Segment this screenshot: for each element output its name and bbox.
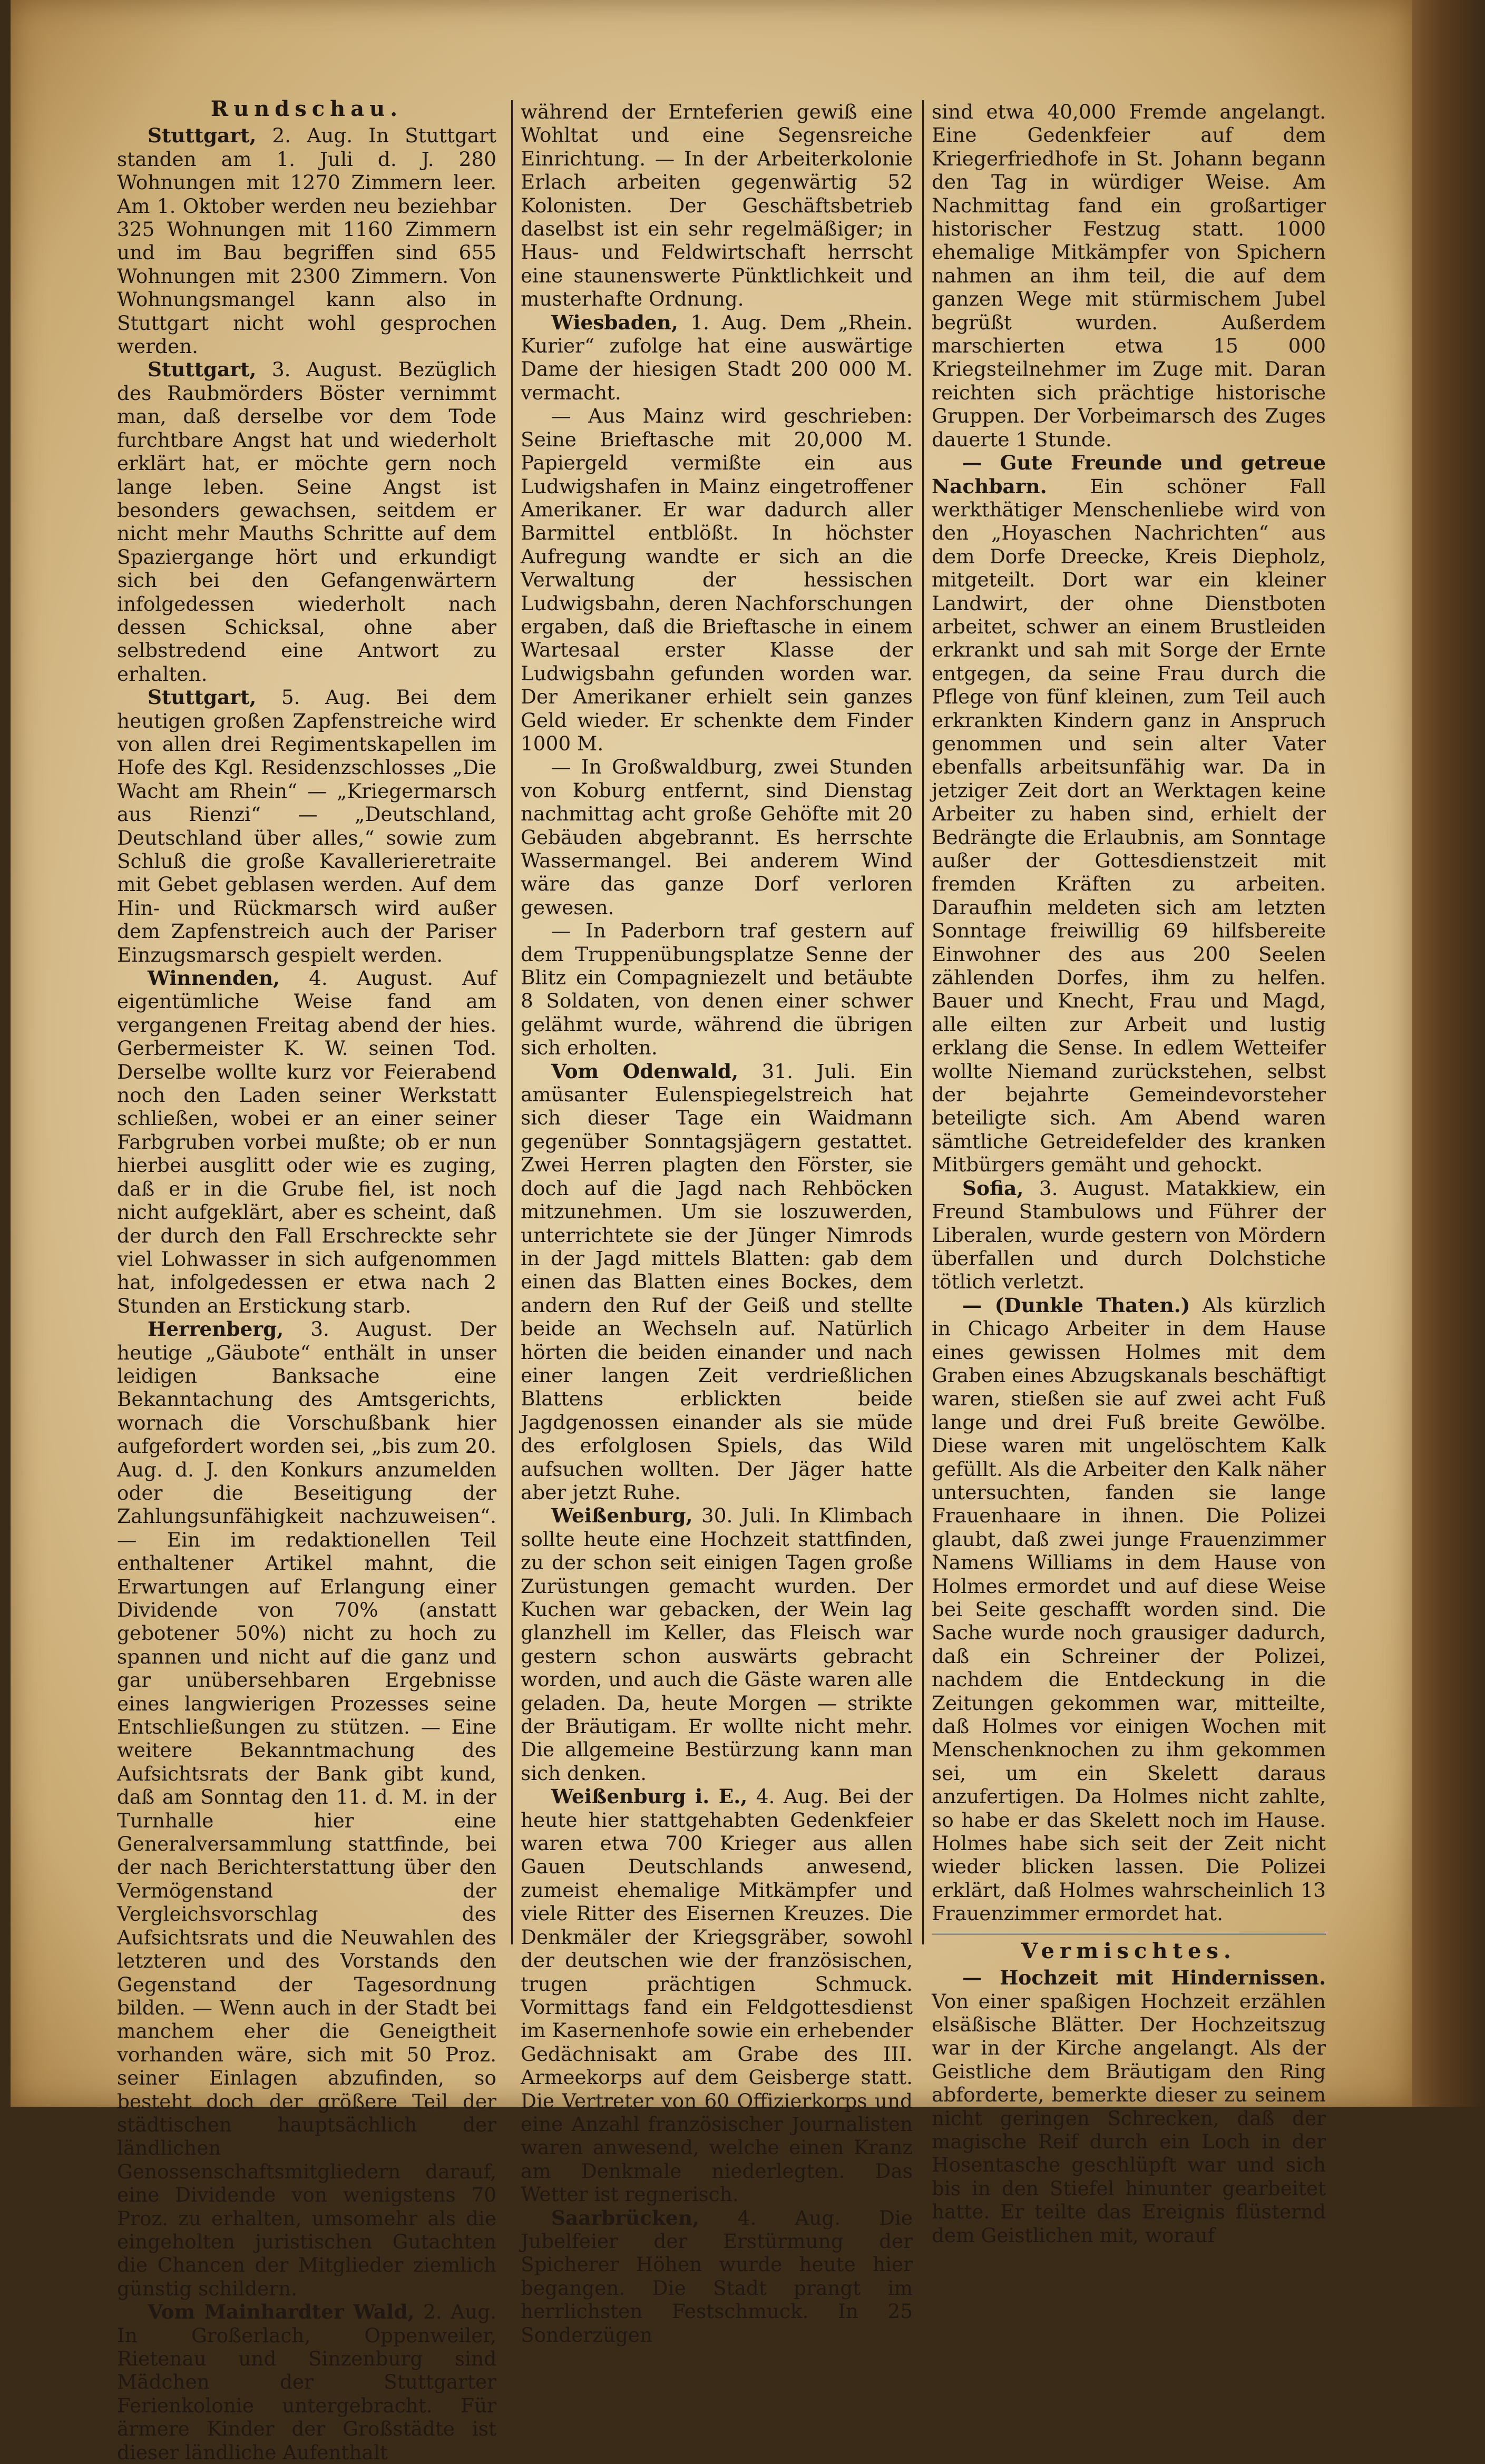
book-binding bbox=[1412, 0, 1485, 2107]
article-dateline: Winnenden, bbox=[148, 966, 280, 990]
section-heading-rundschau: Rundschau. bbox=[210, 96, 403, 121]
column-1-articles bbox=[117, 124, 496, 2464]
article-text: Von einer spaßigen Hochzeit erzählen elsäßische Blätter. Der Hochzeitszug war in der Kirche angelangt. Als der Geistliche dem Bräutigam den Ring abforderte, bemerkte dieser zu seinem nicht geringen Schrecken, daß der magische Reif durch ein Loch in der Hosentasche geschlüpft war und sich bis in den Stiefel hinunter gearbeitet hatte. Er teilte das Ereignis flüsternd dem Geistlichen mit, worauf bbox=[932, 1989, 1326, 2247]
article-text: während der Ernteferien gewiß eine Wohltat und eine Segensreiche Einrichtung. — In der Arbeiterkolonie Erlach arbeiten gegenwärtig 52 Kolonisten. Der Geschäftsbetrieb daselbst ist ein sehr regelmäßiger; in Haus- und Feldwirtschaft herrscht eine staunenswerte Pünktlichkeit und musterhafte Ordnung. bbox=[521, 100, 913, 311]
article-text: 31. Juli. Ein amüsanter Eulenspiegelstreich hat sich dieser Tage ein Waidmann gegenüber Sonntagsjägern gestattet. Zwei Herren plagten den Förster, sie doch auf die Jagd nach Rehböcken mitzunehmen. Um sie loszuwerden, unterrichtete sie der Jünger Nimrods in der Jagd mittels Blatten: gab dem einen das Blatten eines Bockes, dem andern den Ruf der Geiß und stellte beide an Wechseln auf. Natürlich hörten die beiden einander und nach einer langen Zeit verdrießlichen Blattens erblickten beide Jagdgenossen einander als sie müde des erfolglosen Spiels, das Wild aufsuchen wollten. Der Jäger hatte aber jetzt Ruhe. bbox=[521, 1059, 913, 1504]
section-divider bbox=[932, 1933, 1326, 1934]
article-dateline: Vom Odenwald, bbox=[551, 1059, 739, 1083]
article-paragraph bbox=[521, 1504, 913, 1785]
article-paragraph bbox=[932, 100, 1326, 451]
article-text: 4. Aug. Die Jubelfeier der Erstürmung der Spicherer Höhen wurde heute hier begangen. Die Stadt prangt im herrlichsten Festschmuck. In 25 Sonderzügen bbox=[521, 2206, 913, 2346]
article-paragraph bbox=[932, 451, 1326, 1177]
article-dateline: Sofia, bbox=[962, 1176, 1024, 1200]
article-dateline: Saarbrücken, bbox=[551, 2206, 699, 2230]
article-dateline: Stuttgart, bbox=[148, 686, 257, 709]
article-paragraph bbox=[521, 311, 913, 405]
article-paragraph bbox=[117, 966, 496, 1317]
article-paragraph bbox=[521, 404, 913, 755]
article-text: 5. Aug. Bei dem heutigen großen Zapfenstreiche wird von allen drei Regimentskapellen im Hofe des Kgl. Residenzschlosses „Die Wacht am Rhein“ — „Kriegermarsch aus Rienzi“ — „Deutschland, Deutschland über alles,“ sowie zum Schluß die große Kavallerieretraite mit Gebet geblasen werden. Auf dem Hin- und Rückmarsch wird außer dem Zapfenstreich auch der Pariser Einzugsmarsch gespielt werden. bbox=[117, 686, 496, 966]
article-text: 3. August. Bezüglich des Raubmörders Böster vernimmt man, daß derselbe vor dem Tode furchtbare Angst hat und wiederholt erklärt hat, er möchte gern noch lange leben. Seine Angst ist besonders gewachsen, seitdem er nicht mehr Mauths Schritte auf dem Spaziergange hört und erkundigt sich bei den Gefangenwärtern infolgedessen wiederholt nach dessen Schicksal, ohne aber selbstredend eine Antwort zu erhalten. bbox=[117, 358, 496, 686]
article-paragraph bbox=[521, 919, 913, 1059]
article-paragraph bbox=[521, 100, 913, 311]
article-dateline: — Gute Freunde und getreue Nachbarn. bbox=[932, 451, 1326, 498]
article-dateline: Weißenburg i. E., bbox=[551, 1785, 748, 1808]
article-paragraph bbox=[932, 1177, 1326, 1294]
article-paragraph bbox=[117, 686, 496, 966]
article-text: — Aus Mainz wird geschrieben: Seine Brieftasche mit 20,000 M. Papiergeld vermißte ein aus Ludwigshafen in Mainz eingetroffener Amerikaner. Er war dadurch aller Barmittel entblößt. In höchster Aufregung wandte er sich an die Verwaltung der hessischen Ludwigsbahn, deren Nachforschungen ergaben, daß die Brieftasche in einem Wartesaal erster Klasse der Ludwigsbahn gefunden worden war. Der Amerikaner erhielt sein ganzes Geld wieder. Er schenkte dem Finder 1000 M. bbox=[521, 404, 913, 755]
column-rule-2 bbox=[922, 100, 924, 1944]
article-text: sind etwa 40,000 Fremde angelangt. Eine Gedenkfeier auf dem Kriegerfriedhofe in St. Johann begann den Tag in würdiger Weise. Am Nachmittag fand ein großartiger historischer Festzug statt. 1000 ehemalige Mitkämpfer von Spichern nahmen an ihm teil, die auf dem ganzen Wege mit stürmischem Jubel begrüßt wurden. Außerdem marschierten etwa 15 000 Kriegsteilnehmer im Zuge mit. Daran reichten sich prächtige historische Gruppen. Der Vorbeimarsch des Zuges dauerte 1 Stunde. bbox=[932, 100, 1326, 451]
article-text: 2. Aug. In Stuttgart standen am 1. Juli d. J. 280 Wohnungen mit 1270 Zimmern leer. Am 1. Oktober werden neu beziehbar 325 Wohnungen mit 1160 Zimmern und im Bau begriffen sind 655 Wohnungen mit 2300 Zimmern. Von Wohnungsmangel kann also in Stuttgart nicht wohl gesprochen werden. bbox=[117, 124, 496, 358]
column-2-articles bbox=[521, 100, 913, 2346]
article-dateline: — Hochzeit mit Hindernissen. bbox=[962, 1966, 1326, 1990]
article-paragraph bbox=[117, 358, 496, 686]
article-text: 30. Juli. In Klimbach sollte heute eine Hochzeit stattfinden, zu der schon seit einigen Tagen große Zurüstungen gemacht wurden. Der Kuchen war gebacken, der Wein lag glanzhell im Keller, das Fleisch war gestern schon auswärts gebracht worden, und auch die Gäste waren alle geladen. Da, heute Morgen — strikte der Bräutigam. Er wollte nicht mehr. Die allgemeine Bestürzung kann man sich denken. bbox=[521, 1504, 913, 1785]
article-text: 3. August. Der heutige „Gäubote“ enthält in unser leidigen Banksache eine Bekanntachung des Amtsgerichts, wornach die Vorschußbank hier aufgefordert worden sei, „bis zum 20. Aug. d. J. den Konkurs anzumelden oder die Beseitigung der Zahlungsunfähigkeit nachzuweisen“. — Ein im redaktionellen Teil enthaltener Artikel mahnt, die Erwartungen auf Erlangung einer Dividende von 70% (anstatt gebotener 50%) nicht zu hoch zu spannen und nicht auf die ganz und gar unübersehbaren Ergebnisse eines langwierigen Prozesses seine Entschließungen zu stützen. — Eine weitere Bekanntmachung des Aufsichtsrats der Bank gibt kund, daß am Sonntag den 11. d. M. in der Turnhalle hier eine Generalversammlung stattfinde, bei der nach Berichterstattung über den Vermögenstand der Vergleichsvorschlag des Aufsichtsrats und die Neuwahlen des letzteren und des Vorstands den Gegenstand der Tagesordnung bilden. — Wenn auch in der Stadt bei manchem eher die Geneigtheit vorhanden wäre, sich mit 50 Proz. seiner Einlagen abzufinden, so besteht doch der größere Teil der städtischen hauptsächlich der ländlichen Genossenschaftsmitgliedern darauf, eine Dividende von wenigstens 70 Proz. zu erhalten, umsomehr als die eingeholten juristischen Gutachten die Chancen der Mitglieder ziemlich günstig schildern. bbox=[117, 1317, 496, 2300]
column-2 bbox=[521, 100, 913, 2346]
article-text: — In Großwaldburg, zwei Stunden von Koburg entfernt, sind Dienstag nachmittag acht große Gehöfte mit 20 Gebäuden abgebrannt. Es herrschte Wassermangel. Bei anderem Wind wäre das ganze Dorf verloren gewesen. bbox=[521, 755, 913, 919]
article-paragraph bbox=[521, 2206, 913, 2346]
article-text: 4. Aug. Bei der heute hier stattgehabten Gedenkfeier waren etwa 700 Krieger aus allen Gauen Deutschlands anwesend, zumeist ehemalige Mitkämpfer und viele Ritter des Eisernen Kreuzes. Die Denkmäler der Kriegsgräber, sowohl der deutschen wie der französischen, trugen prächtigen Schmuck. Vormittags fand ein Feldgottesdienst im Kasernenhofe sowie ein erhebender Gedächnisakt am Grabe des III. Armeekorps auf dem Geisberge statt. Die Vertreter von 60 Offizierkorps und eine Anzahl französischer Journalisten waren anwesend, welche einen Kranz am Denkmale niederlegten. Das Wetter ist regnerisch. bbox=[521, 1785, 913, 2206]
article-paragraph bbox=[117, 124, 496, 358]
article-paragraph bbox=[932, 1294, 1326, 1925]
article-dateline: — (Dunkle Thaten.) bbox=[962, 1293, 1190, 1317]
article-dateline: Vom Mainhardter Wald, bbox=[148, 2300, 415, 2324]
article-dateline: Herrenberg, bbox=[148, 1317, 284, 1341]
article-text: 1. Aug. Dem „Rhein. Kurier“ zufolge hat eine auswärtige Dame der hiesigen Stadt 200 000 M. vermacht. bbox=[521, 310, 913, 404]
article-paragraph bbox=[117, 1317, 496, 2300]
article-paragraph bbox=[521, 1060, 913, 1504]
article-text: 2. Aug. In Großerlach, Oppenweiler, Rietenau und Sinzenburg sind Mädchen der Stuttgarter Ferienkolonie untergebracht. Für ärmere Kinder der Großstädte ist dieser ländliche Aufenthalt bbox=[117, 2300, 496, 2464]
article-paragraph bbox=[521, 755, 913, 919]
column-3 bbox=[932, 100, 1326, 2247]
article-text: Ein schöner Fall werkthätiger Menschenliebe wird von den „Hoyaschen Nachrichten“ aus dem Dorfe Dreecke, Kreis Diepholz, mitgeteilt. Dort war ein kleiner Landwirt, der ohne Dienstboten arbeitet, schwer an einem Brustleiden erkrankt und sah mit Sorge der Ernte entgegen, da seine Frau durch die Pflege von fünf kleinen, zum Teil auch erkrankten Kindern ganz in Anspruch genommen und sein alter Vater ebenfalls arbeitsunfähig war. Da in jetziger Zeit dort an Werktagen keine Arbeiter zu haben sind, erhielt der Bedrängte die Erlaubnis, am Sonntage außer der Gottesdienstzeit mit fremden Kräften zu arbeiten. Daraufhin meldeten sich am letzten Sonntage freiwillig 69 hilfsbereite Einwohner des aus 200 Seelen zählenden Dorfes, ihm zu helfen. Bauer und Knecht, Frau und Magd, alle eilten zur Arbeit und lustig erklang die Sense. In edlem Wetteifer wollte Niemand zurückstehen, selbst der bejahrte Gemeindevorsteher beteiligte sich. Am Abend waren sämtliche Getreidefelder des kranken Mitbürgers gemäht und gehockt. bbox=[932, 474, 1326, 1177]
article-dateline: Weißenburg, bbox=[551, 1504, 693, 1528]
article-text: 4. August. Auf eigentümliche Weise fand am vergangenen Freitag abend der hies. Gerbermeister K. W. seinen Tod. Derselbe wollte kurz vor Feierabend noch den Laden seiner Werkstatt schließen, wobei er an einer seiner Farbgruben vorbei mußte; ob er nun hierbei ausglitt oder wie es zuging, daß er in die Grube fiel, ist noch nicht aufgeklärt, aber es scheint, daß der durch den Fall Erschreckte sehr viel Lohwasser in sich aufgenommen hat, infolgedessen er etwa nach 2 Stunden an Erstickung starb. bbox=[117, 966, 496, 1317]
article-dateline: Stuttgart, bbox=[148, 358, 257, 382]
article-dateline: Wiesbaden, bbox=[551, 310, 678, 334]
column-1 bbox=[117, 97, 496, 2464]
article-paragraph bbox=[521, 1785, 913, 2206]
article-dateline: Stuttgart, bbox=[148, 124, 257, 148]
column-3-articles bbox=[932, 100, 1326, 1925]
section-heading-vermischtes: Vermischtes. bbox=[1021, 1938, 1236, 1963]
article-text: — In Paderborn traf gestern auf dem Truppenübungsplatze Senne der Blitz ein Compagniezelt und betäubte 8 Soldaten, von denen einer schwer gelähmt wurde, während die übrigen sich erholten. bbox=[521, 919, 913, 1060]
article-text: 3. August. Matakkiew, ein Freund Stambulows und Führer der Liberalen, wurde gestern von Mördern überfallen und durch Dolchstiche tötlich verletzt. bbox=[932, 1176, 1326, 1294]
column-rule-1 bbox=[511, 100, 513, 1944]
article-text: Als kürzlich in Chicago Arbeiter in dem Hause eines gewissen Holmes mit dem Graben eines Abzugskanals beschäftigt waren, stießen sie auf zwei acht Fuß lange und drei Fuß breite Gewölbe. Diese waren mit ungelöschtem Kalk gefüllt. Als die Arbeiter den Kalk näher untersuchten, fanden sie lange Frauenhaare in ihnen. Die Polizei glaubt, daß zwei junge Frauenzimmer Namens Williams in dem Hause von Holmes ermordet und auf diese Weise bei Seite geschafft worden sind. Die Sache wurde noch grausiger dadurch, daß ein Schreiner der Polizei, nachdem die Entdeckung in die Zeitungen gekommen war, mitteilte, daß Holmes vor einigen Wochen mit Menschenknochen zu ihm gekommen sei, um ein Skelett daraus anzufertigen. Da Holmes nicht zahlte, so habe er das Skelett noch im Hause. Holmes habe sich seit der Zeit nicht wieder blicken lassen. Die Polizei erklärt, daß Holmes wahrscheinlich 13 Frauenzimmer ermordet hat. bbox=[932, 1293, 1326, 1925]
article-paragraph bbox=[117, 2300, 496, 2464]
